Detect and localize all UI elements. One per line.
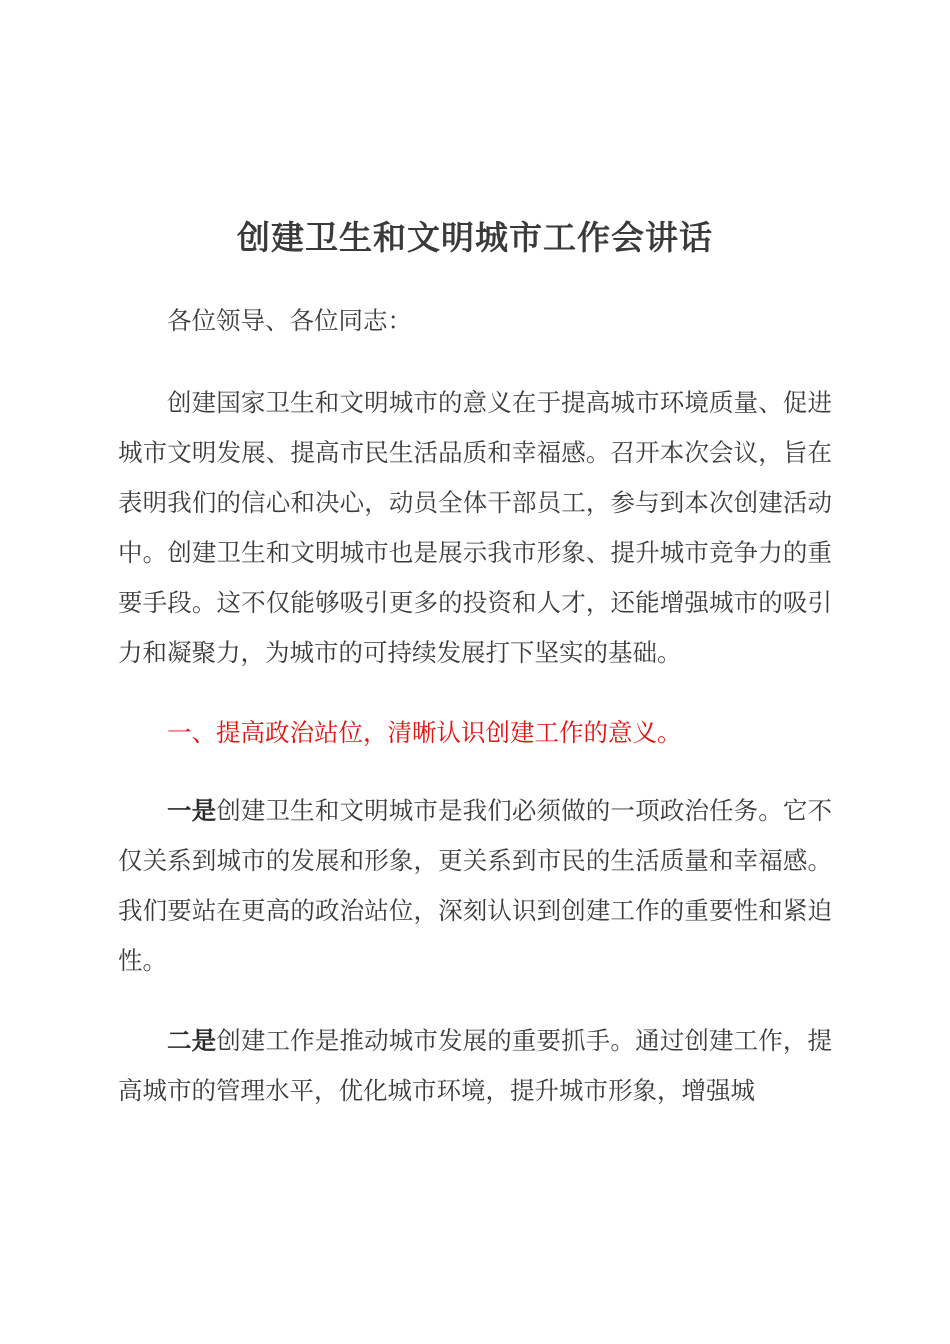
point-2-text: 创建工作是推动城市发展的重要抓手。通过创建工作，提高城市的管理水平，优化城市环境，提升城市形象，增强城	[118, 1026, 833, 1105]
section-heading-1: 一、提高政治站位，清晰认识创建工作的意义。	[167, 718, 682, 747]
greeting: 各位领导、各位同志：	[167, 306, 412, 335]
document-title: 创建卫生和文明城市工作会讲话	[237, 218, 713, 257]
document-page	[118, 214, 832, 1146]
point-1-lead: 一是	[167, 796, 217, 825]
intro-paragraph: 创建国家卫生和文明城市的意义在于提高城市环境质量、促进城市文明发展、提高市民生活品质和幸福感。召开本次会议，旨在表明我们的信心和决心，动员全体干部员工，参与到本次创建活动中。创建卫生和文明城市也是展示我市形象、提升城市竞争力的重要手段。这不仅能够吸引更多的投资和人才，还能增强城市的吸引力和凝聚力，为城市的可持续发展打下坚实的基础。	[118, 388, 832, 667]
point-1-text: 创建卫生和文明城市是我们必须做的一项政治任务。它不仅关系到城市的发展和形象，更关系到市民的生活质量和幸福感。我们要站在更高的政治站位，深刻认识到创建工作的重要性和紧迫性。	[118, 796, 833, 975]
point-2-lead: 二是	[167, 1026, 217, 1055]
point-2-paragraph	[118, 1016, 832, 1116]
point-1-paragraph	[118, 786, 832, 986]
